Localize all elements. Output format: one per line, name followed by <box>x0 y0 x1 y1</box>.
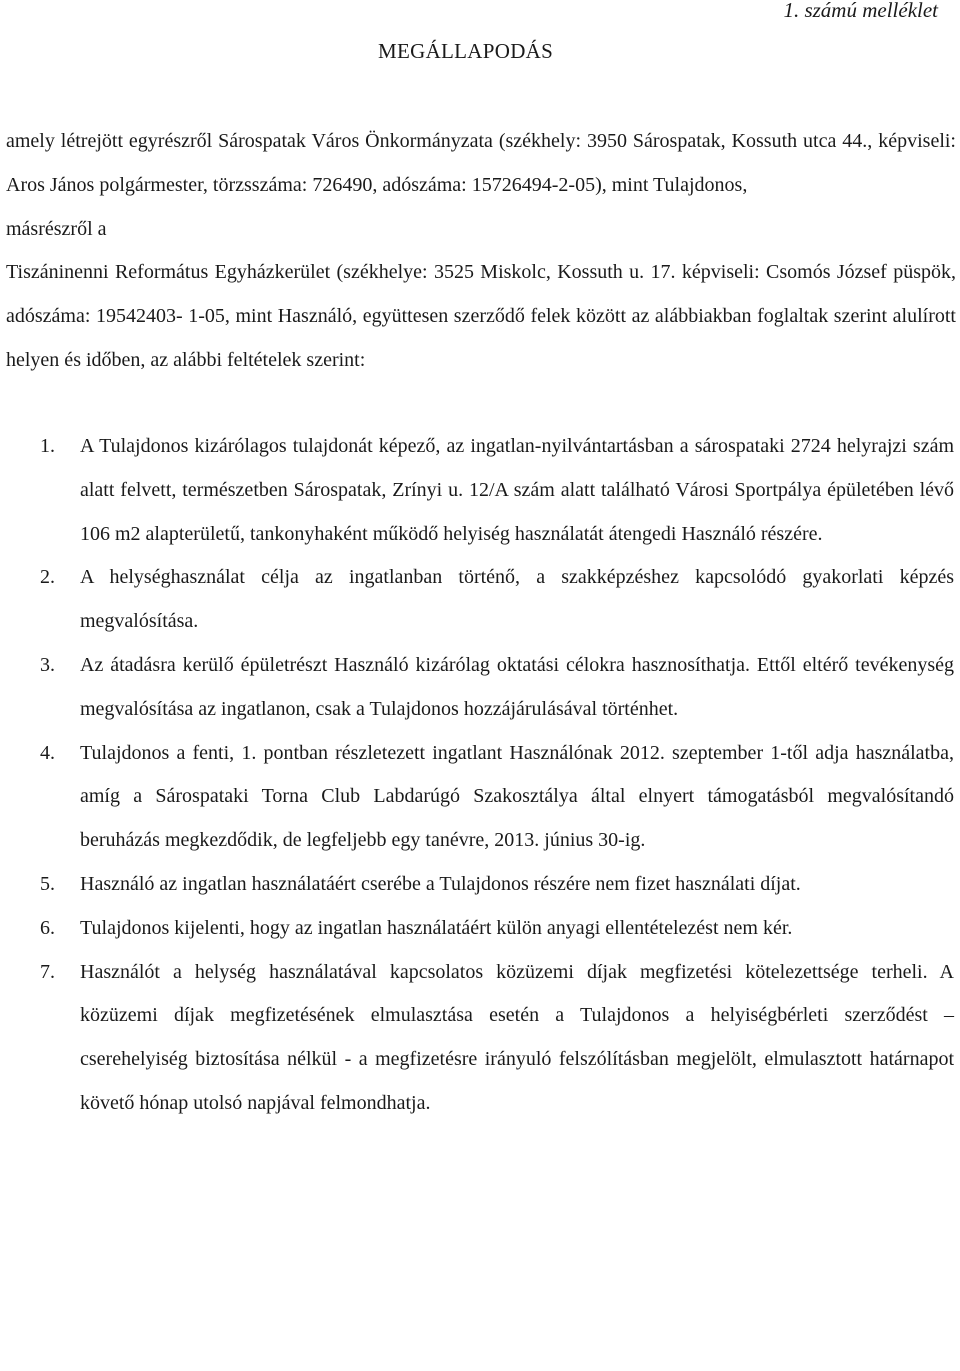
clause-item <box>0 556 960 644</box>
clause-number: 5. <box>40 872 55 895</box>
clause-number: 6. <box>40 916 55 939</box>
document-title: MEGÁLLAPODÁS <box>378 39 554 63</box>
clause-text: Az átadásra kerülő épületrészt Használó kizárólag oktatási célokra hasznosíthatja. Ettől eltérő tevékenység megvalósítása az ingatlanon, csak a Tulajdonos hozzájárulásával történhet. <box>80 653 954 720</box>
clause-text: Használót a helység használatával kapcsolatos közüzemi díjak megfizetési kötelezettsége terheli. A közüzemi díjak megfizetésének elmulasztása esetén a Tulajdonos a helyiségbérleti szerződést – cserehelyiség biztosítása nélkül - a megfizetésre irányuló felszólításban megjelölt, elmulasztott határnapot követő hónap utolsó napjával felmondhatja. <box>80 960 954 1114</box>
clause-number: 3. <box>40 653 55 676</box>
clause-item <box>0 863 960 907</box>
intro-section <box>6 120 956 383</box>
clause-item <box>0 425 960 556</box>
clause-text: Használó az ingatlan használatáért cserébe a Tulajdonos részére nem fizet használati díjat. <box>80 872 801 895</box>
clause-number: 2. <box>40 566 55 589</box>
intro-party-two: Tiszáninenni Református Egyházkerület (székhelye: 3525 Miskolc, Kossuth u. 17. képviseli: Csomós József püspök, adószáma: 19542403- 1-05, mint Használó, együttesen szerződő felek között az alábbiakban foglaltak szerint alulírott helyen és időben, az alábbi feltételek szerint: <box>6 261 956 371</box>
clause-text: Tulajdonos kijelenti, hogy az ingatlan használatáért külön anyagi ellentételezést nem kér. <box>80 916 793 939</box>
intro-party-one: amely létrejött egyrészről Sárospatak Város Önkormányzata (székhely: 3950 Sárospatak, Kossuth utca 44., képviseli: Aros János polgármester, törzsszáma: 726490, adószáma: 15726494-2-05), mint Tulajdonos, <box>6 130 956 196</box>
clause-item <box>0 644 960 732</box>
clause-item <box>0 907 960 951</box>
clause-number: 4. <box>40 741 55 764</box>
clause-item <box>0 732 960 863</box>
clause-item <box>0 951 960 1126</box>
clause-list <box>0 425 960 1126</box>
clause-text: A Tulajdonos kizárólagos tulajdonát képező, az ingatlan-nyilvántartásban a sárospataki 2724 helyrajzi szám alatt felvett, természetben Sárospatak, Zrínyi u. 12/A szám alatt található Városi Sportpálya épületében lévő 106 m2 alapterületű, tankonyhaként működő helyiség használatát átengedi Használó részére. <box>80 435 954 545</box>
intro-connector: másrészről a <box>6 217 107 240</box>
annex-label: 1. számú melléklet <box>783 0 938 22</box>
clause-text: A helységhasználat célja az ingatlanban történő, a szakképzéshez kapcsolódó gyakorlati képzés megvalósítása. <box>80 566 954 633</box>
clause-number: 1. <box>40 435 55 457</box>
clause-number: 7. <box>40 960 55 983</box>
clause-text: Tulajdonos a fenti, 1. pontban részletezett ingatlant Használónak 2012. szeptember 1-től adja használatba, amíg a Sárospataki Torna Club Labdarúgó Szakosztálya által elnyert támogatásból megvalósítandó beruházás megkezdődik, de legfeljebb egy tanévre, 2013. június 30-ig. <box>80 741 954 852</box>
